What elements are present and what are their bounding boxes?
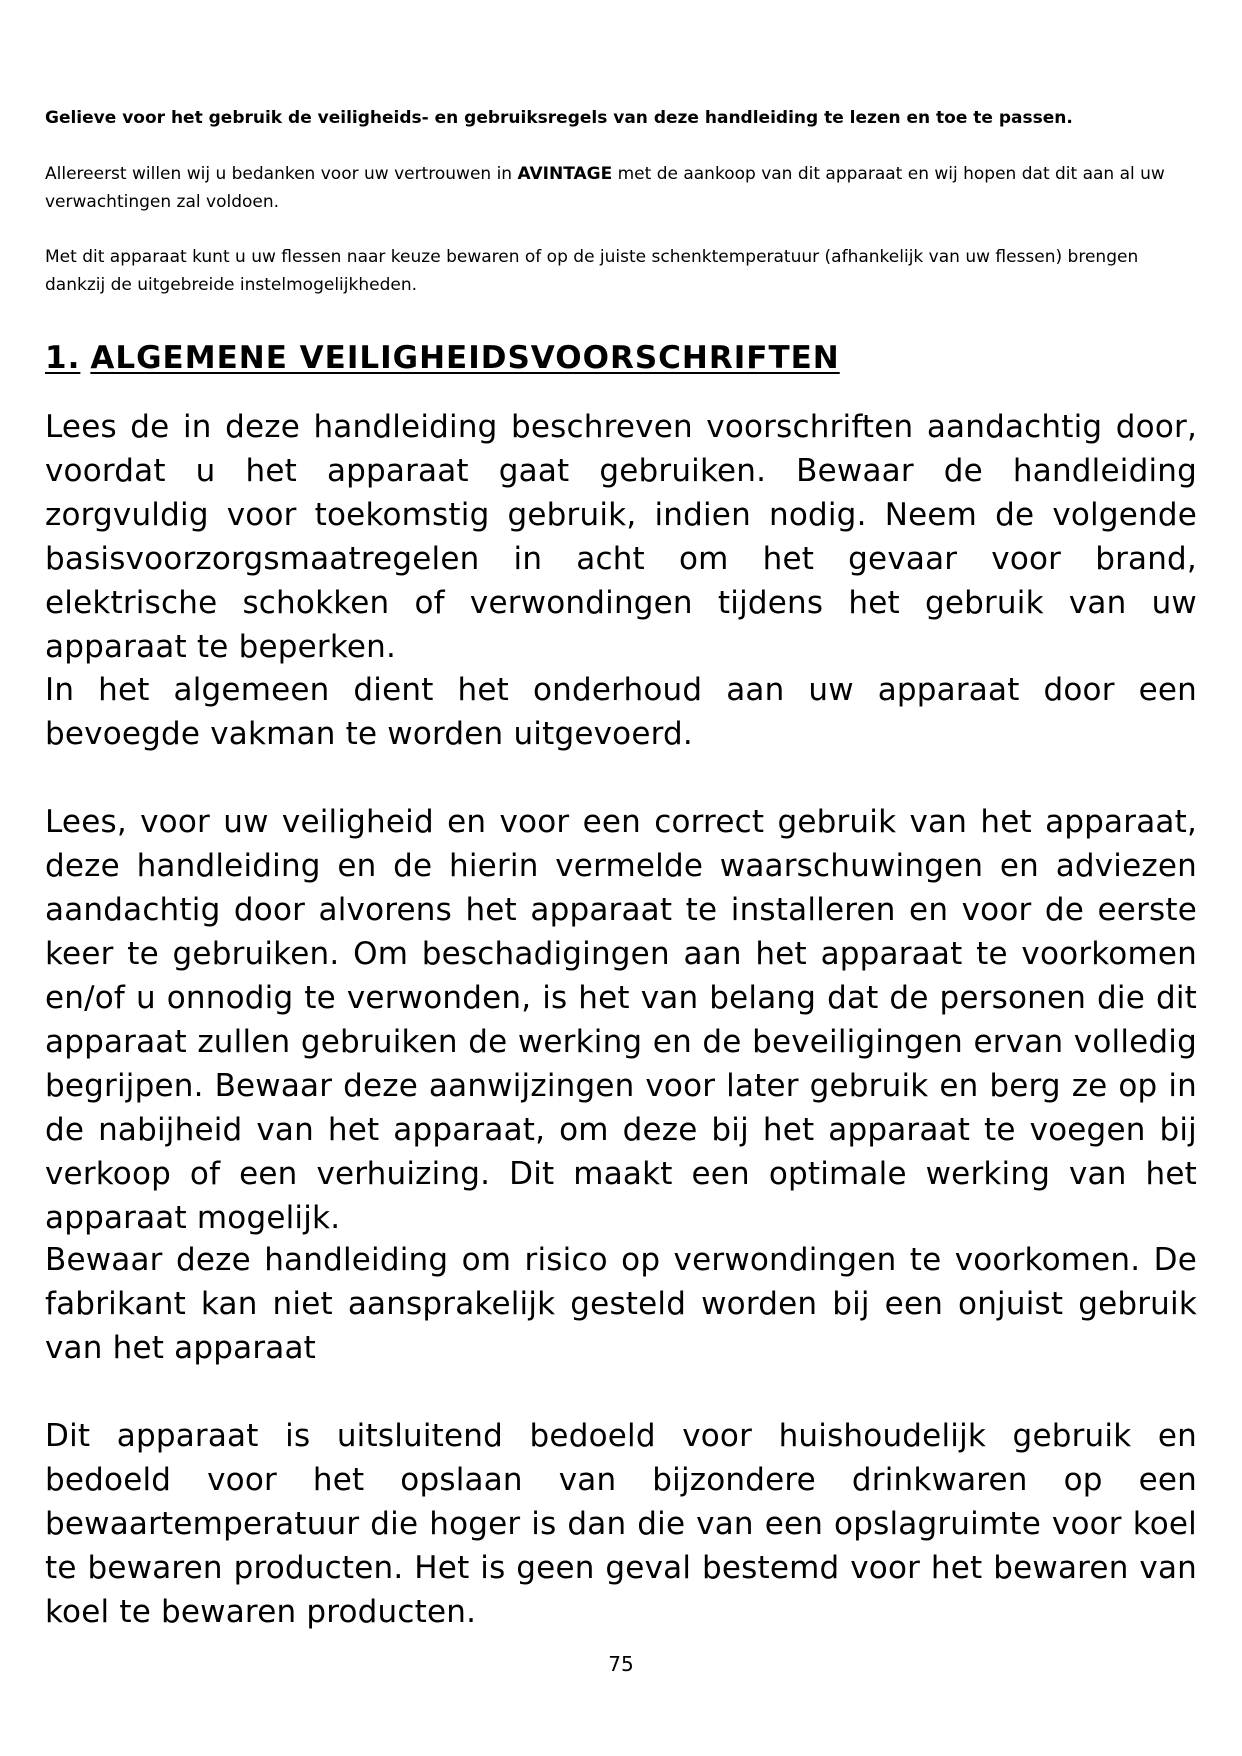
paragraph: In het algemeen dient het onderhoud aan uw apparaat door een bevoegde vakman te worden uitgevoerd. — [45, 672, 1197, 752]
intro-notice: Gelieve voor het gebruik de veiligheids- en gebruiksregels van deze handleiding te lezen en toe te passen. — [45, 108, 1073, 128]
section-heading — [45, 338, 840, 378]
paragraph: Dit apparaat is uitsluitend bedoeld voor huishoudelijk gebruik en bedoeld voor het opslaan van bijzondere drinkwaren op een bewaartemperatuur die hoger is dan die van een opslagruimte voor koel te bewaren producten. Het is geen geval bestemd voor het bewaren van koel te bewaren producten. — [45, 1418, 1197, 1630]
paragraph: Bewaar deze handleiding om risico op verwondingen te voorkomen. De fabrikant kan niet aansprakelijk gesteld worden bij een onjuist gebruik van het apparaat — [45, 1242, 1197, 1366]
paragraph: Lees de in deze handleiding beschreven voorschriften aandachtig door, voordat u het apparaat gaat gebruiken. Bewaar de handleiding zorgvuldig voor toekomstig gebruik, indien nodig. Neem de volgende basisvoorzorgsmaatregelen in acht om het gevaar voor brand, elektrische schokken of verwondingen tijdens het gebruik van uw apparaat te beperken. — [45, 409, 1197, 665]
brand-name: AVINTAGE — [517, 164, 613, 184]
page-number: 75 — [608, 1652, 634, 1676]
intro-usage: Met dit apparaat kunt u uw flessen naar keuze bewaren of op de juiste schenktemperatuur (afhankelijk van uw flessen) brengen dankzij de uitgebreide instelmogelijkheden. — [45, 247, 1139, 295]
paragraph: Lees, voor uw veiligheid en voor een correct gebruik van het apparaat, deze handleiding en de hierin vermelde waarschuwingen en adviezen aandachtig door alvorens het apparaat te installeren en voor de eerste keer te gebruiken. Om beschadigingen aan het apparaat te voorkomen en/of u onnodig te verwonden, is het van belang dat de personen die dit apparaat zullen gebruiken de werking en de beveiligingen ervan volledig begrijpen. Bewaar deze aanwijzingen voor later gebruik en berg ze op in de nabijheid van het apparaat, om deze bij het apparaat te voegen bij verkoop of een verhuizing. Dit maakt een optimale werking van het apparaat mogelijk. — [45, 804, 1197, 1236]
intro-thanks — [45, 160, 1195, 216]
intro-thanks-after: met de aankoop van dit apparaat en wij hopen dat dit aan al uw verwachtingen zal voldoen. — [45, 164, 1165, 212]
intro-thanks-before: Allereerst willen wij u bedanken voor uw vertrouwen in — [45, 164, 518, 184]
section-title: ALGEMENE VEILIGHEIDSVOORSCHRIFTEN — [90, 340, 840, 376]
section-number: 1. — [45, 340, 81, 376]
